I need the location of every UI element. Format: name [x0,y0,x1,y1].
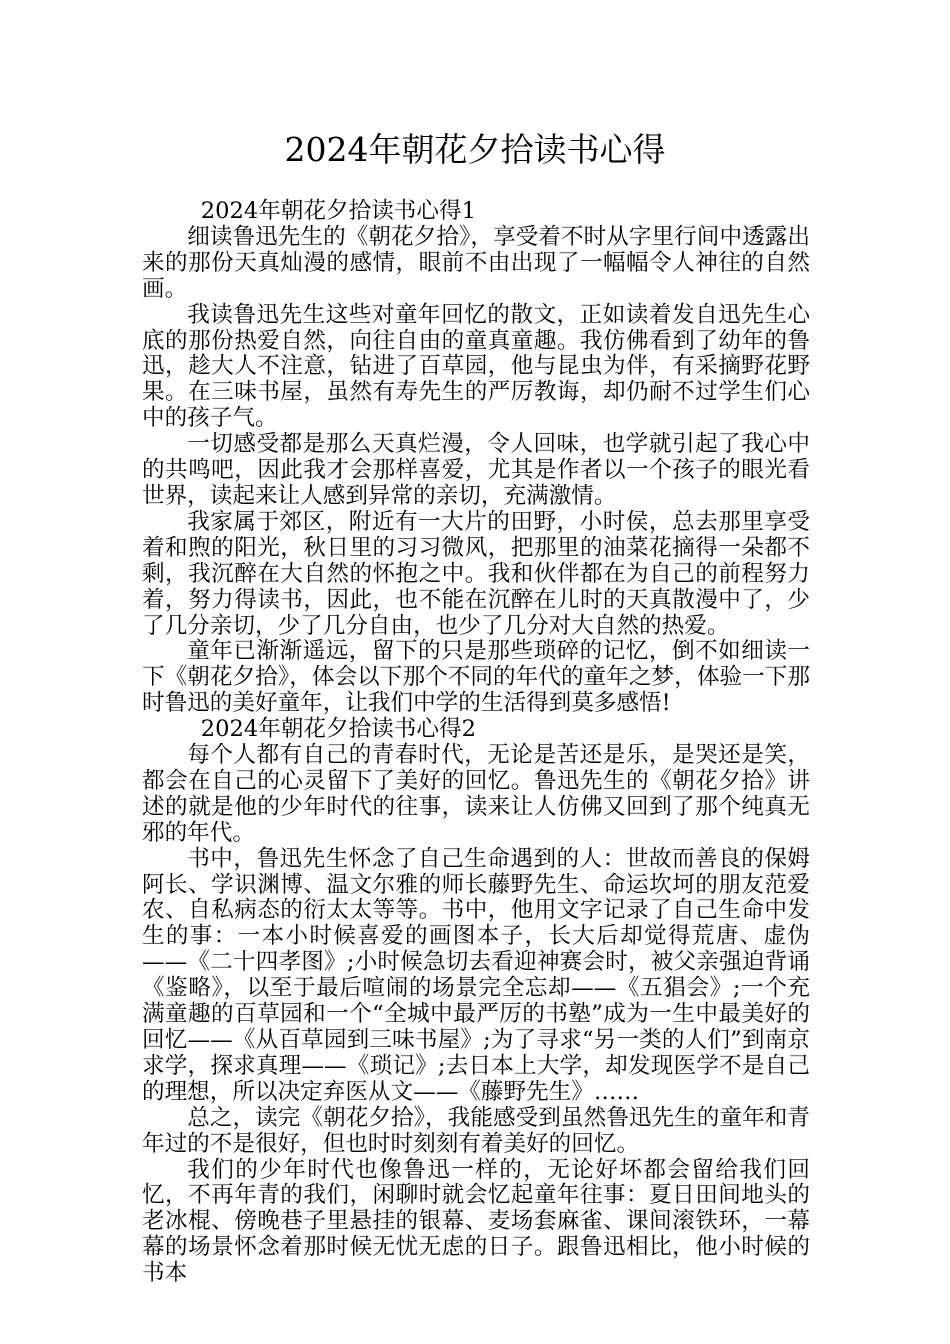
paragraph: 我读鲁迅先生这些对童年回忆的散文，正如读着发自迅先生心底的那份热爱自然，向往自由的童真童趣。我仿佛看到了幼年的鲁迅，趁大人不注意，钻进了百草园，他与昆虫为伴，有采摘野花野果。在三味书屋，虽然有寿先生的严厉教诲，却仍耐不过学生们心中的孩子气。 [142,301,810,432]
section-heading-2: 2024年朝花夕拾读书心得2 [200,716,476,743]
paragraph: 细读鲁迅先生的《朝花夕拾》，享受着不时从字里行间中透露出来的那份天真灿漫的感情，眼前不由出现了一幅幅令人神往的自然画。 [142,223,810,302]
paragraph: 我们的少年时代也像鲁迅一样的，无论好坏都会留给我们回忆，不再年青的我们，闲聊时就会忆起童年往事：夏日田间地头的老冰棍、傍晚巷子里悬挂的银幕、麦场套麻雀、课间滚铁环，一幕幕的场景怀念着那时候无忧无虑的日子。跟鲁迅相比，他小时候的书本 [142,1156,810,1287]
paragraph: 书中，鲁迅先生怀念了自己生命遇到的人：世故而善良的保姆阿长、学识渊博、温文尔雅的师长藤野先生、命运坎坷的朋友范爱农、自私病态的衍太太等等。书中，他用文字记录了自己生命中发生的事：一本小时候喜爱的画图本子，长大后却觉得荒唐、虚伪——《二十四孝图》;小时候急切去看迎神赛会时，被父亲强迫背诵《鉴略》，以至于最后喧闹的场景完全忘却——《五猖会》;一个充满童趣的百草园和一个“全城中最严厉的书塾”成为一生中最美好的回忆——《从百草园到三味书屋》;为了寻求“另一类的人们”到南京求学，探求真理——《琐记》;去日本上大学，却发现医学不是自己的理想，所以决定弃医从文——《藤野先生》…… [142,845,810,1105]
document-title: 2024年朝花夕拾读书心得 [284,130,666,169]
paragraph: 总之，读完《朝花夕拾》，我能感受到虽然鲁迅先生的童年和青年过的不是很好，但也时时刻刻有着美好的回忆。 [142,1104,810,1157]
paragraph: 每个人都有自己的青春时代，无论是苦还是乐，是哭还是笑，都会在自己的心灵留下了美好的回忆。鲁迅先生的《朝花夕拾》讲述的就是他的少年时代的往事，读来让人仿佛又回到了那个纯真无邪的年代。 [142,742,810,846]
document-body [142,199,810,1287]
paragraph: 童年已渐渐遥远，留下的只是那些琐碎的记忆，倒不如细读一下《朝花夕拾》，体会以下那个不同的年代的童年之梦，体验一下那时鲁迅的美好童年，让我们中学的生活得到莫多感悟! [142,638,810,717]
paragraph: 我家属于郊区，附近有一大片的田野，小时侯，总去那里享受着和煦的阳光，秋日里的习习微风，把那里的油菜花摘得一朵都不剩，我沉醉在大自然的怀抱之中。我和伙伴都在为自己的前程努力着，努力得读书，因此，也不能在沉醉在儿时的天真散漫中了，少了几分亲切，少了几分自由，也少了几分对大自然的热爱。 [142,508,810,639]
paragraph: 一切感受都是那么天真烂漫，令人回味，也学就引起了我心中的共鸣吧，因此我才会那样喜爱，尤其是作者以一个孩子的眼光看世界，读起来让人感到异常的亲切，充满激情。 [142,431,810,509]
section-heading-1: 2024年朝花夕拾读书心得1 [200,198,476,224]
